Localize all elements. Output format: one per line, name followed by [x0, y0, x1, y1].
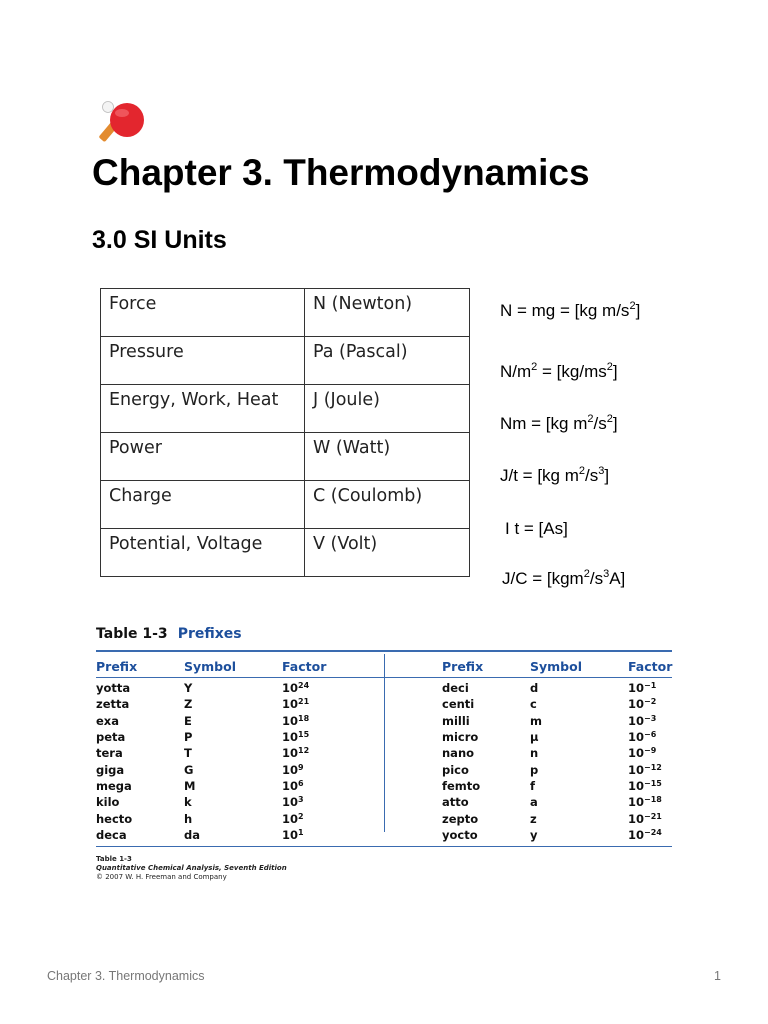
table-row	[442, 827, 692, 843]
factor-cell: $10^2$	[282, 811, 304, 826]
prefix-cell: yocto	[442, 827, 478, 842]
prefix-cell: exa	[96, 713, 119, 728]
prefix-cell: nano	[442, 746, 475, 761]
unit-cell: W (Watt)	[305, 433, 470, 481]
table-row	[101, 529, 470, 577]
table-row	[96, 696, 346, 712]
formula-energy: Nm = [kg $m^2/s^2$]	[500, 413, 618, 433]
section-title: 3.0 SI Units	[92, 226, 227, 254]
factor-cell: $10^{-12}$	[628, 762, 662, 777]
prefix-cell: mega	[96, 778, 132, 793]
prefix-cell: giga	[96, 762, 125, 777]
prefix-table-title: Prefixes	[177, 626, 242, 642]
factor-cell: $10^{-1}$	[628, 681, 657, 696]
factor-cell: $10^{12}$	[282, 746, 310, 761]
table-source-note: Table 1-3 Quantitative Chemical Analysis, Seventh Edition © 2007 W. H. Freeman and Company	[96, 855, 287, 881]
ping-pong-paddle-icon	[98, 98, 148, 144]
symbol-cell: d	[530, 681, 539, 696]
table-row	[442, 794, 692, 810]
prefix-cell: zepto	[442, 811, 479, 826]
footer-title: Chapter 3. Thermodynamics	[47, 969, 205, 983]
quantity-cell: Charge	[101, 481, 305, 529]
table-bottom-rule	[96, 846, 672, 847]
table-header-row	[96, 656, 346, 676]
factor-cell: $10^{-21}$	[628, 811, 662, 826]
unit-cell: N (Newton)	[305, 289, 470, 337]
table-row	[96, 761, 346, 777]
symbol-header: Symbol	[530, 658, 582, 674]
symbol-cell: da	[184, 827, 200, 842]
factor-cell: $10^{15}$	[282, 730, 310, 745]
formula-force: N = mg = [kg $m/s^2$]	[500, 300, 641, 320]
factor-header: Factor	[282, 658, 327, 674]
unit-cell: V (Volt)	[305, 529, 470, 577]
symbol-cell: k	[184, 795, 192, 810]
prefix-header: Prefix	[96, 658, 138, 674]
symbol-cell: p	[530, 762, 539, 777]
factor-header: Factor	[628, 658, 673, 674]
prefix-cell: deci	[442, 681, 469, 696]
unit-cell: Pa (Pascal)	[305, 337, 470, 385]
table-row	[101, 481, 470, 529]
prefix-table-label: Table 1-3	[96, 626, 168, 642]
prefix-cell: milli	[442, 713, 470, 728]
prefix-cell: kilo	[96, 795, 120, 810]
quantity-cell: Energy, Work, Heat	[101, 385, 305, 433]
table-row	[101, 433, 470, 481]
prefix-cell: micro	[442, 730, 479, 745]
prefix-cell: peta	[96, 730, 126, 745]
prefix-cell: yotta	[96, 681, 131, 696]
prefix-cell: pico	[442, 762, 469, 777]
symbol-cell: f	[530, 778, 536, 793]
quantity-cell: Force	[101, 289, 305, 337]
prefix-cell: centi	[442, 697, 475, 712]
table-row	[101, 337, 470, 385]
factor-cell: $10^3$	[282, 795, 304, 810]
factor-cell: $10^{-15}$	[628, 778, 662, 793]
table-header-row	[442, 656, 692, 676]
factor-cell: $10^9$	[282, 762, 304, 777]
formula-voltage: $J/C = [kgm^2/s^3A]$	[502, 568, 626, 588]
table-row	[96, 794, 346, 810]
table-row	[442, 810, 692, 826]
table-row	[442, 761, 692, 777]
factor-cell: $10^6$	[282, 778, 304, 793]
unit-cell: C (Coulomb)	[305, 481, 470, 529]
page-number: 1	[714, 969, 721, 983]
factor-cell: $10^{-6}$	[628, 730, 657, 745]
table-row	[96, 680, 346, 696]
symbol-cell: y	[530, 827, 538, 842]
table-top-rule	[96, 650, 672, 652]
table-row	[442, 713, 692, 729]
symbol-cell: n	[530, 746, 539, 761]
symbol-cell: c	[530, 697, 537, 712]
quantity-cell: Power	[101, 433, 305, 481]
prefix-cell: femto	[442, 778, 481, 793]
table-row	[442, 680, 692, 696]
symbol-cell: μ	[530, 730, 539, 745]
table-row	[96, 810, 346, 826]
symbol-cell: a	[530, 795, 538, 810]
prefix-cell: hecto	[96, 811, 133, 826]
factor-cell: $10^{-18}$	[628, 795, 662, 810]
factor-cell: $10^{-24}$	[628, 827, 662, 842]
symbol-cell: G	[184, 762, 194, 777]
prefix-cell: deca	[96, 827, 127, 842]
symbol-cell: z	[530, 811, 537, 826]
table-row	[96, 729, 346, 745]
prefix-table	[96, 626, 676, 881]
table-row	[101, 289, 470, 337]
formula-charge: I t = [As]	[505, 519, 568, 538]
symbol-cell: M	[184, 778, 196, 793]
table-row	[442, 778, 692, 794]
factor-cell: $10^{-9}$	[628, 746, 657, 761]
symbol-header: Symbol	[184, 658, 236, 674]
factor-cell: $10^1$	[282, 827, 304, 842]
prefix-cell: tera	[96, 746, 123, 761]
prefix-cell: atto	[442, 795, 469, 810]
factor-cell: $10^{21}$	[282, 697, 310, 712]
column-divider	[384, 654, 385, 832]
chapter-title: Chapter 3. Thermodynamics	[92, 152, 590, 193]
quantity-cell: Potential, Voltage	[101, 529, 305, 577]
factor-cell: $10^{18}$	[282, 713, 310, 728]
unit-cell: J (Joule)	[305, 385, 470, 433]
table-row	[96, 778, 346, 794]
table-row	[96, 827, 346, 843]
symbol-cell: h	[184, 811, 193, 826]
factor-cell: $10^{24}$	[282, 681, 310, 696]
symbol-cell: m	[530, 713, 542, 728]
quantity-cell: Pressure	[101, 337, 305, 385]
prefix-table-caption	[96, 626, 676, 642]
factor-cell: $10^{-3}$	[628, 713, 657, 728]
table-row	[442, 745, 692, 761]
factor-cell: $10^{-2}$	[628, 697, 657, 712]
table-row	[442, 729, 692, 745]
formula-pressure: $N/m^2 = [kg/ms^2]$	[500, 361, 618, 381]
table-row	[96, 745, 346, 761]
prefix-cell: zetta	[96, 697, 130, 712]
prefix-table-right	[442, 656, 692, 843]
symbol-cell: T	[184, 746, 192, 761]
prefix-header: Prefix	[442, 658, 484, 674]
formula-power: J/t = [kg $m^2/s^3$]	[500, 465, 610, 485]
prefix-table-left	[96, 656, 346, 843]
symbol-cell: E	[184, 713, 192, 728]
table-row	[101, 385, 470, 433]
symbol-cell: Z	[184, 697, 193, 712]
table-row	[96, 713, 346, 729]
table-row	[442, 696, 692, 712]
si-units-table	[100, 288, 470, 577]
symbol-cell: P	[184, 730, 193, 745]
symbol-cell: Y	[184, 681, 193, 696]
